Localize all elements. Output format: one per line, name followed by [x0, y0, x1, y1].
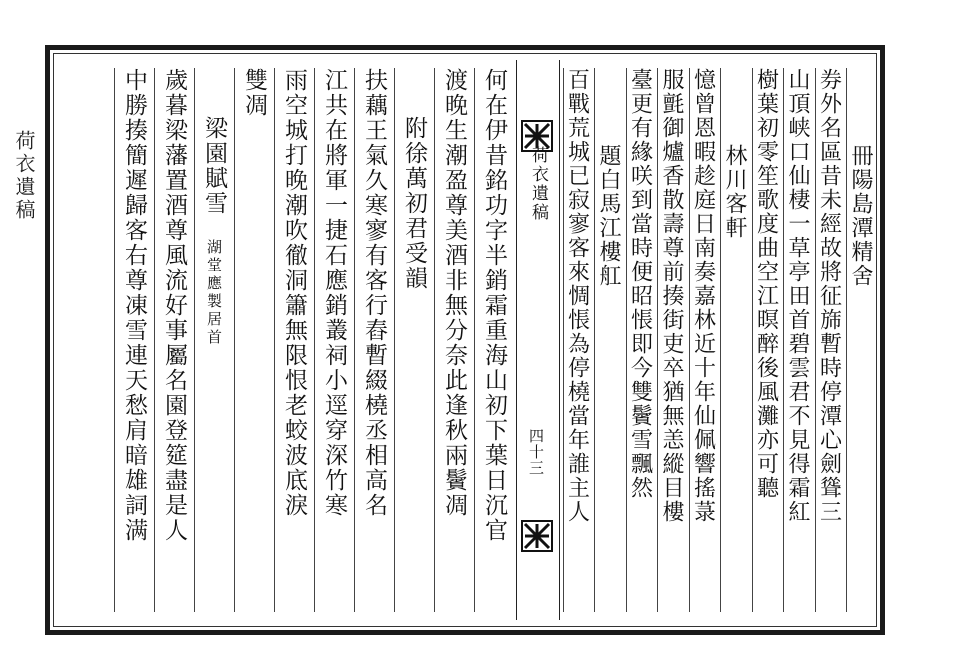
text-column	[194, 68, 232, 612]
text-column: 林川客軒	[720, 68, 752, 612]
text-column: 渡晚生潮盈尊美酒非無分奈此逢秋兩鬢凋	[434, 68, 472, 612]
text-column: 附徐萬初君受韻	[394, 68, 432, 612]
text-column: 題白馬江樓舡	[594, 68, 626, 612]
text-column: 山頂峡口仙棲一草亭田首碧雲君不見得霜紅	[783, 68, 815, 612]
text-column: 扶藕王氣久寒寥有客行舂暫綴橈丞相高名	[354, 68, 392, 612]
heading-note: 湖堂應製居首	[205, 239, 223, 348]
text-column: 冊陽島潭精舍	[846, 68, 878, 612]
text-column: 何在伊昔銘功字半銷霜重海山初下葉日沉官	[474, 68, 512, 612]
fish-tail-lower-icon	[521, 520, 553, 552]
side-title: 荷衣遺稿	[12, 130, 36, 222]
text-column: 樹葉初零笙歌度曲空江暝醉後風灘亦可聽	[752, 68, 784, 612]
fold-title: 荷衣遺稿	[528, 146, 548, 222]
text-column: 雨空城打晚潮吹徹洞簫無限恨老蛟波底淚	[274, 68, 312, 612]
text-column: 臺更有緣咲到當時便昭悵即今雙鬢雪飄然	[626, 68, 658, 612]
text-column: 憶曾恩暇趁庭日南奏嘉林近十年仙佩響搖菉	[689, 68, 721, 612]
fold-page-number: 四十三	[527, 428, 545, 476]
text-column: 江共在將軍一捷石應銷叢祠小逕穿深竹寒	[314, 68, 352, 612]
section-heading: 梁園賦雪	[201, 116, 227, 216]
text-column: 服氈御爐香散壽尊前揍街吏卒猶無恙縱目樓	[657, 68, 689, 612]
text-column: 百戰荒城已寂寥客來惆悵為停橈當年誰主人	[563, 68, 595, 612]
text-column: 中勝揍簡遲歸客右尊凍雪連天愁肩暗雄詞满	[114, 68, 152, 612]
center-fold	[516, 60, 560, 620]
text-column: 券外名區昔未經故將征旆暫時停潭心劍聳三	[815, 68, 847, 612]
text-column: 雙凋	[234, 68, 272, 612]
page-frame-inner	[53, 53, 877, 627]
text-column: 歲暮梁藩置酒尊風流好事屬名園登筵盡是人	[154, 68, 192, 612]
page-frame	[45, 45, 885, 635]
